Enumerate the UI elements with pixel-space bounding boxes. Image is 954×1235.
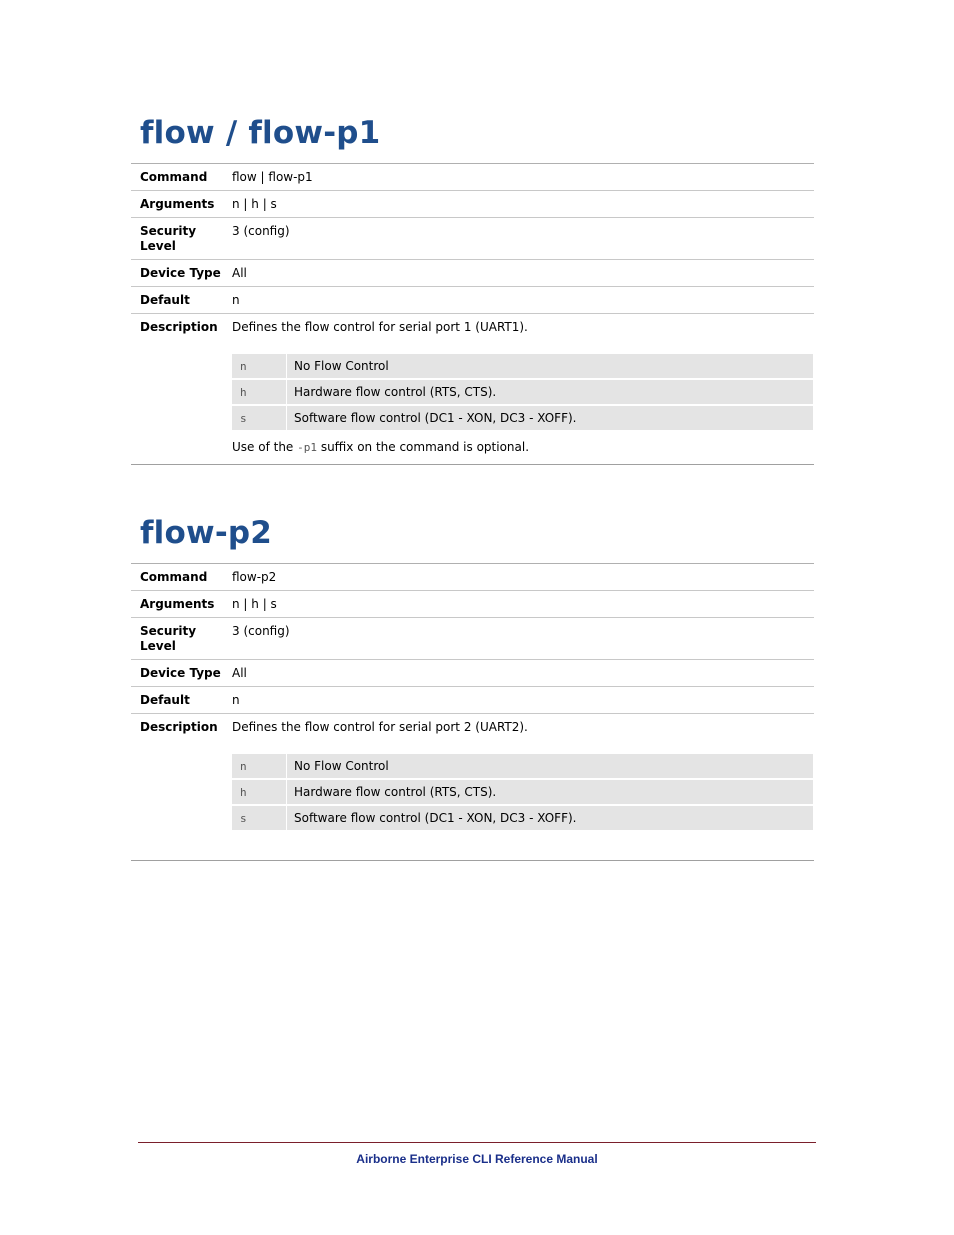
row-label: Security Level [140,224,197,253]
row-security-level [131,218,814,260]
command-section-flow-p1 [131,113,814,465]
suffix-code: -p1 [297,441,317,454]
row-label: Device Type [140,266,221,280]
section-title: flow-p2 [140,515,273,551]
option-text: Software flow control (DC1 - XON, DC3 - XOFF). [287,806,813,830]
option-code: n [232,754,287,778]
row-value: n | h | s [232,597,277,611]
row-default [131,687,814,714]
spec-table [131,163,814,465]
option-text: Hardware flow control (RTS, CTS). [287,380,813,404]
row-value: n [232,693,240,707]
row-value: 3 (config) [232,624,290,638]
row-label: Command [140,570,208,584]
description-text: Defines the flow control for serial port 2 (UART2). [232,720,528,734]
row-value: All [232,666,247,680]
option-code: h [232,780,287,804]
row-label: Description [140,320,218,334]
row-label: Security Level [140,624,197,653]
row-value: n | h | s [232,197,277,211]
row-label: Device Type [140,666,221,680]
options-table [232,352,813,432]
row-device-type [131,660,814,687]
option-text: Hardware flow control (RTS, CTS). [287,780,813,804]
option-code: s [232,406,287,430]
option-code: n [232,354,287,378]
footer-title: Airborne Enterprise CLI Reference Manual [356,1152,598,1166]
row-value: flow | flow-p1 [232,170,313,184]
option-row [232,354,813,378]
option-row [232,806,813,830]
row-command [131,164,814,191]
row-command [131,564,814,591]
footer-divider [138,1142,816,1143]
command-section-flow-p2 [131,513,814,861]
row-label: Default [140,293,190,307]
row-label: Arguments [140,597,215,611]
option-row [232,754,813,778]
option-row [232,780,813,804]
row-description [131,714,814,861]
row-value: All [232,266,247,280]
row-description [131,314,814,465]
row-security-level [131,618,814,660]
row-value [232,714,814,861]
row-arguments [131,191,814,218]
row-value: 3 (config) [232,224,290,238]
row-label: Arguments [140,197,215,211]
row-default [131,287,814,314]
row-arguments [131,591,814,618]
row-value: n [232,293,240,307]
option-code: s [232,806,287,830]
description-text: Defines the flow control for serial port 1 (UART1). [232,320,528,334]
row-label: Command [140,170,208,184]
option-text: No Flow Control [287,354,813,378]
option-row [232,380,813,404]
section-title: flow / flow-p1 [140,115,381,151]
options-table [232,752,813,832]
option-text: Software flow control (DC1 - XON, DC3 - XOFF). [287,406,813,430]
spec-table [131,563,814,861]
row-value: flow-p2 [232,570,277,584]
option-row [232,406,813,430]
row-label: Default [140,693,190,707]
row-label: Description [140,720,218,734]
option-text: No Flow Control [287,754,813,778]
usage-note: Use of the -p1 suffix on the command is optional. [232,440,530,454]
option-code: h [232,380,287,404]
row-value [232,314,814,465]
row-device-type [131,260,814,287]
